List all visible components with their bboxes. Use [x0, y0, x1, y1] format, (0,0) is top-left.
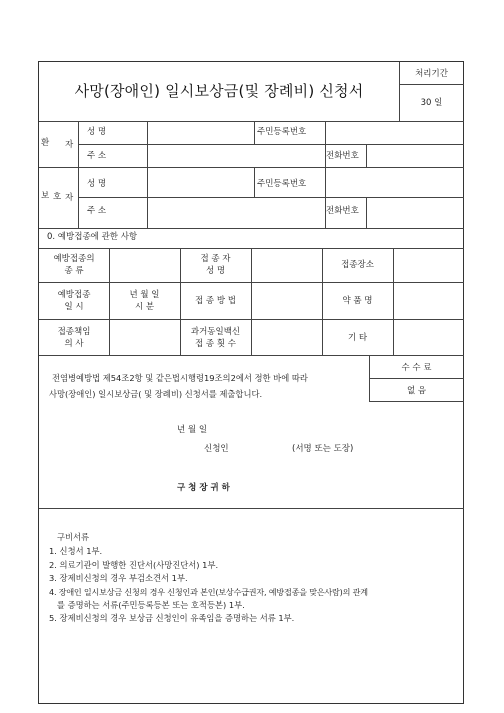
form-title: 사망(장애인) 일시보상금(및 장례비) 신청서 — [74, 82, 364, 100]
vaccine-type-label-2: 종 류 — [64, 266, 84, 276]
date-ymd-label: 년 월 일 — [129, 290, 160, 300]
applicant-address-label: 주 소 — [87, 151, 107, 161]
document-item: 1. 신청서 1부. — [49, 546, 103, 556]
vaccination-date-label-1: 예방접종 — [57, 290, 91, 300]
applicant-name-label: 성 명 — [87, 127, 107, 137]
applicant-signature-field[interactable] — [239, 440, 287, 456]
vaccine-type-label-1: 예방접종의 — [53, 254, 95, 264]
applicant-phone-field[interactable] — [367, 145, 463, 166]
vaccinee-label-1: 접 종 자 — [200, 254, 231, 264]
vaccination-place-field[interactable] — [394, 249, 463, 281]
guardian-label-2: 호 — [53, 192, 62, 202]
document-item: 3. 장제비신청의 경우 부검소견서 1부. — [49, 573, 188, 583]
guardian-address-field[interactable] — [148, 198, 324, 227]
fee-label: 수 수 료 — [401, 363, 432, 373]
application-form — [38, 61, 464, 704]
vaccination-method-label: 접 종 방 법 — [195, 296, 236, 306]
other-label: 기 타 — [347, 333, 368, 343]
vaccinee-label-2: 성 명 — [205, 266, 226, 276]
documents-heading: 구비서류 — [57, 532, 90, 542]
applicant-id-field[interactable] — [326, 122, 463, 143]
document-item: 2. 의료기관이 발행한 진단서(사망진단서) 1부. — [49, 560, 219, 570]
guardian-label-1: 보 — [41, 191, 50, 201]
applicant-label-1: 환 — [41, 138, 50, 148]
applicant-signature-label: 신청인 — [204, 444, 229, 454]
vaccination-section-title: 0. 예방접종에 관한 사항 — [47, 232, 138, 242]
guardian-phone-label: 전화번호 — [326, 206, 359, 216]
recipient: 구 청 장 귀 하 — [177, 483, 230, 493]
guardian-name-label: 성 명 — [87, 179, 107, 189]
other-field[interactable] — [394, 320, 463, 354]
responsible-doctor-label-1: 접종책임 — [57, 327, 91, 337]
document-item: 를 증명하는 서류(주민등록등본 또는 호적등본) 1부. — [49, 600, 245, 610]
guardian-address-label: 주 소 — [87, 206, 107, 216]
guardian-id-label: 주민등록번호 — [257, 179, 307, 189]
applicant-address-field[interactable] — [148, 145, 324, 166]
applicant-phone-label: 전화번호 — [326, 151, 359, 161]
guardian-id-field[interactable] — [326, 168, 463, 196]
processing-period-label: 처리기간 — [415, 69, 448, 79]
document-item: 4. 장애인 일시보상금 신청의 경우 신청인과 본인(보상수급권자, 예방접종을 맞은사람)의 관계 — [49, 587, 368, 597]
past-vaccine-count-label-2: 접 종 횟 수 — [195, 339, 236, 349]
document-item: 5. 장제비신청의 경우 보상금 신청인이 유족임을 증명하는 서류 1부. — [49, 613, 295, 623]
guardian-label-3: 자 — [65, 193, 74, 203]
past-vaccine-count-label-1: 과거동일백신 — [190, 327, 241, 337]
vaccine-type-field[interactable] — [110, 249, 179, 281]
processing-period-value: 30 일 — [420, 98, 443, 108]
guardian-name-field[interactable] — [148, 168, 253, 196]
guardian-phone-field[interactable] — [367, 198, 463, 227]
responsible-doctor-field[interactable] — [110, 320, 179, 354]
time-hm-label: 시 분 — [134, 302, 155, 312]
signature-note: (서명 또는 도장) — [292, 444, 354, 454]
past-vaccine-count-field[interactable] — [252, 320, 321, 354]
drug-name-label: 약 품 명 — [342, 296, 373, 306]
fee-value: 없 음 — [406, 386, 427, 396]
applicant-id-label: 주민등록번호 — [257, 127, 307, 137]
vaccination-date-label-2: 일 시 — [64, 302, 84, 312]
application-date: 년 월 일 — [177, 425, 208, 435]
statement-line-2: 사망(장애인) 일시보상금( 및 장례비) 신청서를 제출합니다. — [49, 389, 263, 399]
vaccination-place-label: 접종장소 — [341, 260, 374, 270]
vaccination-method-field[interactable] — [252, 283, 321, 318]
vaccinee-name-field[interactable] — [252, 249, 321, 281]
responsible-doctor-label-2: 의 사 — [64, 339, 84, 349]
drug-name-field[interactable] — [394, 283, 463, 318]
statement-line-1: 전염병예방법 제54조2항 및 같은법시행령19조의2에서 정한 바에 따라 — [52, 373, 308, 383]
applicant-name-field[interactable] — [148, 122, 253, 143]
applicant-label-2: 자 — [65, 140, 74, 150]
